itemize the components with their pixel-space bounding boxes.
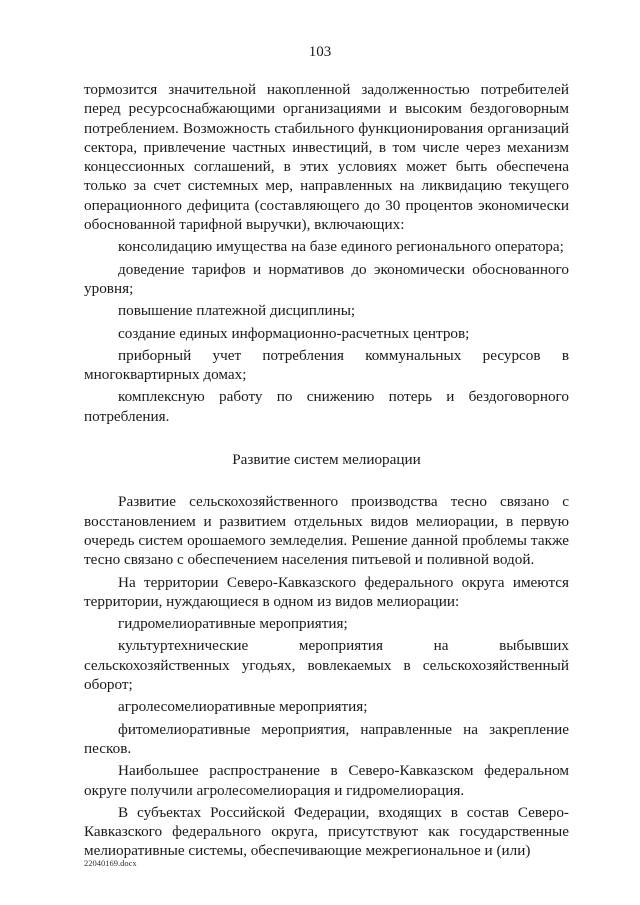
- list-item-consolidation: консолидацию имущества на базе единого регионального оператора;: [118, 238, 564, 256]
- paragraph-most-common: Наибольшее распространение в Северо-Кавказском федеральном округе получили агролесомелиорация и гидромелиорация.: [84, 762, 569, 799]
- page-number: 103: [308, 44, 332, 60]
- paragraph-continuation: тормозится значительной накопленной задолженностью потребителей перед ресурсоснабжающими организациями и высоким бездоговорным потреблением. Возможность стабильного функционирования организаций сектора, привлечение частных инвестиций, в том числе через механизм концессионных соглашений, в этих условиях может быть обеспечена только за счет системных мер, направленных на ликвидацию текущего операционного дефицита (составляющего до 30 процентов экономически обоснованной тарифной выручки), включающих:: [84, 81, 569, 234]
- paragraph-regions: В субъектах Российской Федерации, входящих в состав Северо-Кавказского федерального округа, присутствуют как государственные мелиоративные системы, обеспечивающие межрегиональное и (или): [84, 803, 569, 860]
- list-item-payment-discipline: повышение платежной дисциплины;: [118, 302, 356, 320]
- list-item-hydro: гидромелиоративные мероприятия;: [118, 615, 348, 633]
- document-body: [84, 80, 569, 861]
- list-item-cultural-technical: культуртехнические мероприятия на выбывших сельскохозяйственных угодьях, вовлекаемых в сельскохозяйственный оборот;: [84, 637, 569, 694]
- section-heading: Развитие систем мелиорации: [232, 451, 421, 469]
- paragraph-territories: На территории Северо-Кавказского федерального округа имеются территории, нуждающиеся в одном из видов мелиорации:: [84, 573, 569, 610]
- list-item-settlement-centers: создание единых информационно-расчетных центров;: [118, 324, 470, 342]
- list-item-tariffs: доведение тарифов и нормативов до экономически обоснованного уровня;: [84, 260, 569, 297]
- paragraph-agriculture: Развитие сельскохозяйственного производства тесно связано с восстановлением и развитием отдельных видов мелиорации, в первую очередь систем орошаемого земледелия. Решение данной проблемы также тесно связано с обеспечением населения питьевой и поливной водой.: [84, 493, 569, 569]
- list-item-phyto: фитомелиоративные мероприятия, направленные на закрепление песков.: [84, 720, 569, 757]
- list-item-metering: приборный учет потребления коммунальных ресурсов в многоквартирных домах;: [84, 346, 569, 384]
- list-item-loss-reduction: комплексную работу по снижению потерь и бездоговорного потребления.: [84, 388, 569, 425]
- list-item-agroforest: агролесомелиоративные мероприятия;: [118, 698, 368, 716]
- file-name-footer: 22040169.docx: [84, 858, 137, 868]
